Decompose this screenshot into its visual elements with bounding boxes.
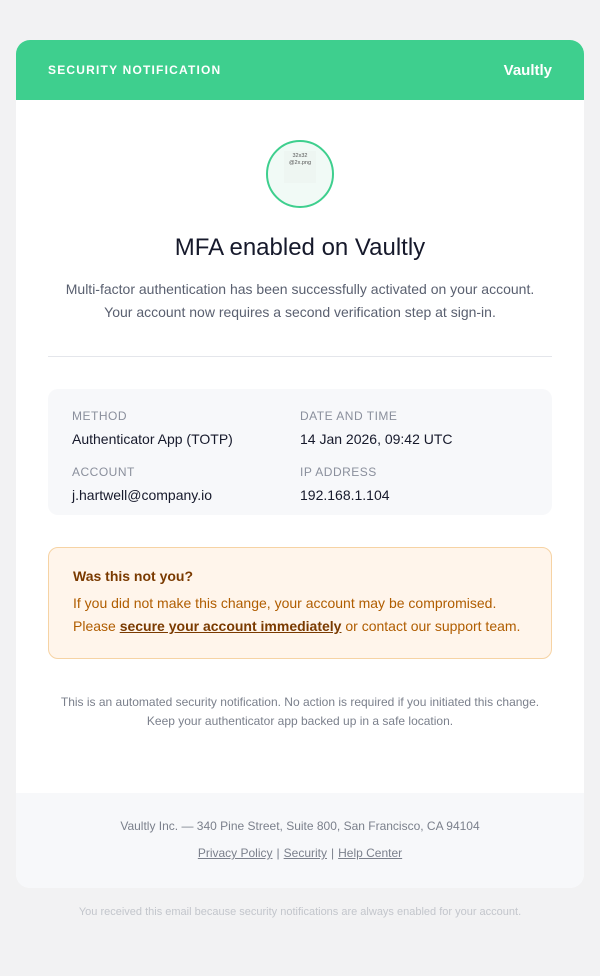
ip-value: 192.168.1.104 [300,487,390,503]
automated-note: This is an automated security notification. No action is required if you initiated this change. Keep your authenticator app backed up in a safe location. [60,695,540,728]
footer-address: Vaultly Inc. — 340 Pine Street, Suite 800, San Francisco, CA 94104 [120,819,480,833]
datetime-label: DATE AND TIME [300,409,398,423]
method-value: Authenticator App (TOTP) [72,431,233,447]
account-value: j.hartwell@company.io [72,487,213,503]
security-link[interactable]: Security [283,846,327,860]
warning-text [73,592,527,638]
link-separator: | [331,846,335,860]
warning-title: Was this not you? [73,568,194,584]
detail-method [72,409,300,447]
page-title: MFA enabled on Vaultly [174,234,426,261]
icon-placeholder-text: 32x32 @2x.png [288,153,312,166]
ip-label: IP ADDRESS [300,465,377,479]
page-subtitle: Multi-factor authentication has been successfully activated on your account. Your account now requires a second verification step at sign-in. [65,281,535,320]
divider [48,356,552,357]
link-separator: | [276,846,280,860]
icon-placeholder-image [284,151,316,183]
method-label: METHOD [72,409,127,423]
datetime-value: 14 Jan 2026, 09:42 UTC [300,431,453,447]
privacy-policy-link[interactable]: Privacy Policy [197,846,273,860]
detail-ip [300,465,528,503]
help-center-link[interactable]: Help Center [338,846,403,860]
shield-check-icon [266,140,334,208]
detail-datetime [300,409,528,447]
email-card [16,40,584,888]
email-disclaimer: You received this email because security notifications are always enabled for your account. [78,906,522,918]
detail-account [72,465,300,503]
warning-text-after: or contact our support team. [345,618,521,634]
account-label: ACCOUNT [72,465,135,479]
footer-links [16,846,584,860]
email-header [16,40,584,100]
warning-text-before: If you did not make this change, your account may be compromised. Please [73,595,497,634]
email-footer [16,793,584,888]
header-label: SECURITY NOTIFICATION [48,63,222,77]
warning-box [48,547,552,659]
details-panel [48,389,552,515]
email-body [16,100,584,731]
brand-name: Vaultly [503,61,552,79]
secure-account-link[interactable]: secure your account immediately [119,618,342,634]
